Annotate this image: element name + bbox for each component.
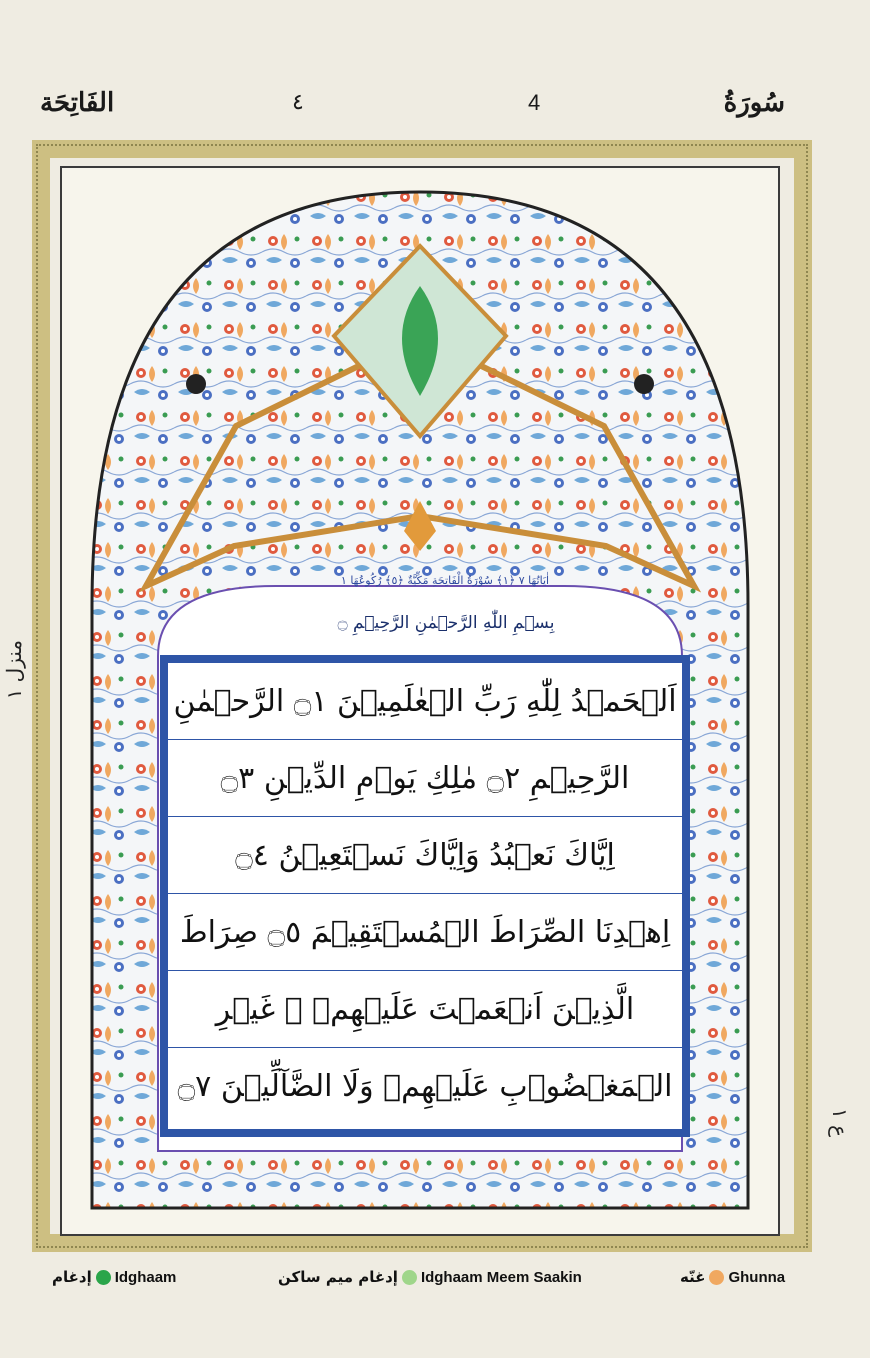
verse-line: اَلۡحَمۡدُ لِلّٰهِ رَبِّ الۡعٰلَمِيۡنَ ۝١ الرَّحۡمٰنِ <box>168 663 682 740</box>
verse-panel <box>160 655 690 1137</box>
legend-item-idghaam-meem-saakin <box>278 1268 582 1286</box>
legend-color-dot <box>96 1270 111 1285</box>
legend-arabic: إدغام ميم ساكن <box>278 1268 398 1286</box>
legend-arabic: إدغام <box>52 1268 92 1286</box>
manzil-marker: منزل ١ <box>2 640 26 700</box>
ruku-marker: ع ١ <box>828 1108 852 1138</box>
verse-line: اِهۡدِنَا الصِّرَاطَ الۡمُسۡتَقِيۡمَ ۝٥ صِرَاطَ <box>168 894 682 971</box>
surah-label: سُورَةُ <box>723 88 785 118</box>
verse-line: الۡمَغۡضُوۡبِ عَلَيۡهِمۡ وَلَا الضَّآلِّيۡنَ ۝٧ <box>177 1069 673 1104</box>
legend-item-idghaam <box>52 1268 176 1286</box>
surah-name: الفَاتِحَة <box>40 88 115 118</box>
legend-color-dot <box>402 1270 417 1285</box>
legend-color-dot <box>709 1270 724 1285</box>
page-number-arabic: ٤ <box>292 90 304 115</box>
legend-arabic: غنّه <box>680 1268 706 1286</box>
legend-item-ghunna <box>680 1268 785 1286</box>
verse-line: اِيَّاكَ نَعۡبُدُ وَاِيَّاكَ نَسۡتَعِيۡنُ ۝٤ <box>168 817 682 894</box>
tajweed-legend <box>0 1268 870 1292</box>
page-header <box>0 88 870 128</box>
verse-line: الرَّحِيۡمِ ۝٢ مٰلِكِ يَوۡمِ الدِّيۡنِ ۝٣ <box>168 740 682 817</box>
bismillah: بِسۡمِ اللّٰهِ الرَّحۡمٰنِ الرَّحِيۡمِ ۝ <box>337 613 555 633</box>
verse-line: الَّذِيۡنَ اَنۡعَمۡتَ عَلَيۡهِمۡ ۙ غَيۡرِ <box>168 971 682 1048</box>
legend-label: Ghunna <box>728 1268 786 1286</box>
legend-label: Idghaam <box>114 1268 177 1286</box>
legend-label: Idghaam Meem Saakin <box>420 1268 582 1286</box>
surah-info-banner: اٰيَاتُهَا ٧ ﴿١﴾ سُوْرَةُ الْفَاتِحَةِ مَكِّيَّةٌ ﴿٥﴾ رُكُوعُهَا ١ <box>340 574 550 587</box>
page-number: 4 <box>528 90 541 115</box>
